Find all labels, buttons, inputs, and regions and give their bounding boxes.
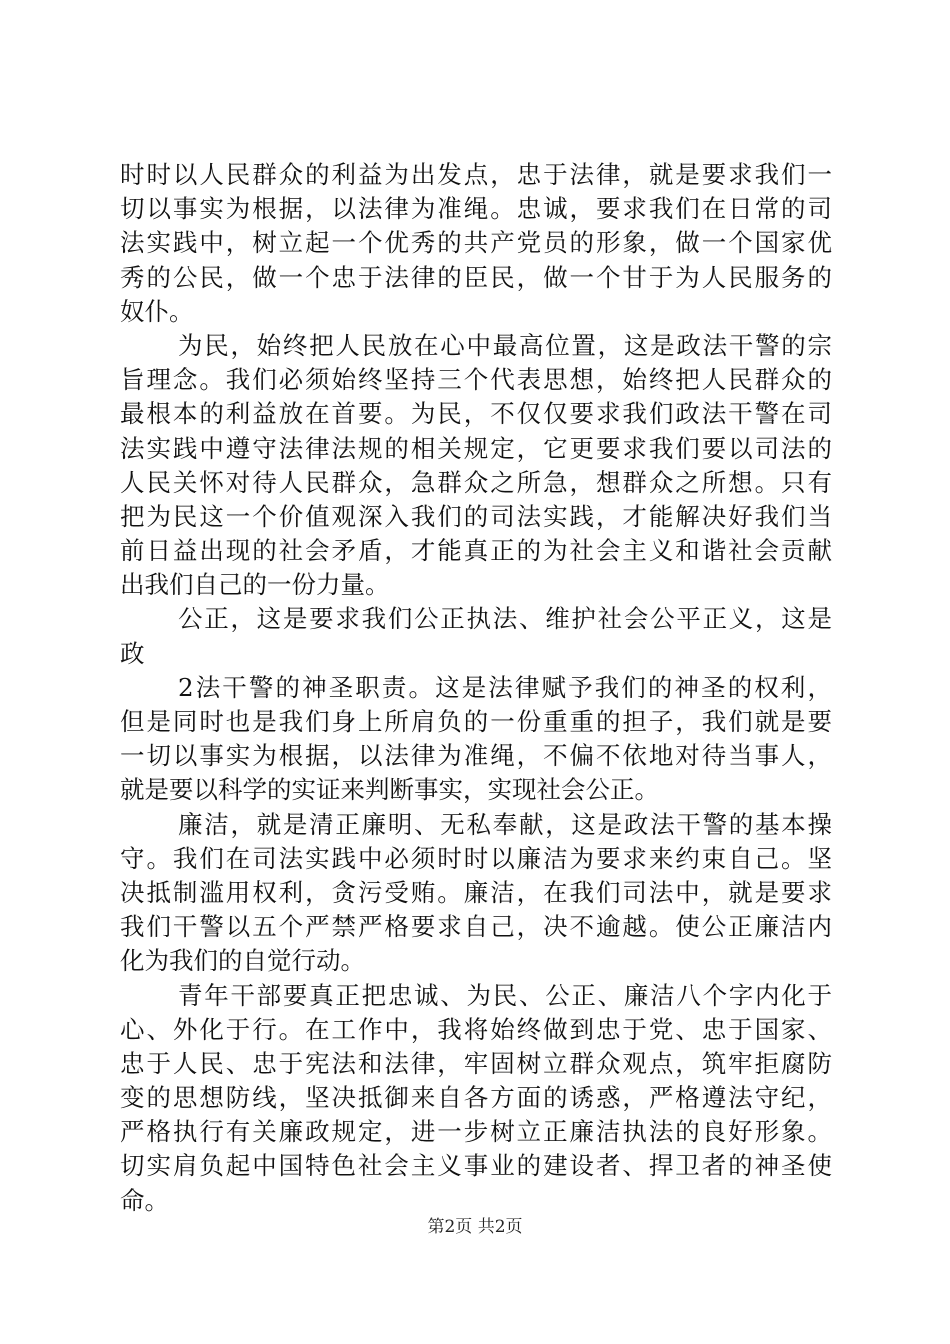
text-line: 变的思想防线，坚决抵御来自各方面的诱惑，严格遵法守纪， — [120, 1083, 832, 1113]
text-line: 法实践中，树立起一个优秀的共产党员的形象，做一个国家优 — [120, 228, 832, 258]
text-line: 人民关怀对待人民群众，急群众之所急，想群众之所想。只有 — [120, 467, 832, 497]
text-line: 我们干警以五个严禁严格要求自己，决不逾越。使公正廉洁内 — [120, 912, 832, 942]
text-line: 命。 — [120, 1185, 169, 1215]
text-line: 法实践中遵守法律法规的相关规定，它更要求我们要以司法的 — [120, 433, 832, 463]
text-line: 心、外化于行。在工作中，我将始终做到忠于党、忠于国家、 — [120, 1014, 832, 1044]
text-line: 守。我们在司法实践中必须时时以廉洁为要求来约束自己。坚 — [120, 843, 832, 873]
text-line: 把为民这一个价值观深入我们的司法实践，才能解决好我们当 — [120, 501, 832, 531]
text-line: 切实肩负起中国特色社会主义事业的建设者、捍卫者的神圣使 — [120, 1151, 832, 1181]
text-line: 时时以人民群众的利益为出发点，忠于法律，就是要求我们一 — [120, 160, 832, 189]
text-line: 旨理念。我们必须始终坚持三个代表思想，始终把人民群众的 — [120, 365, 832, 395]
text-line: 严格执行有关廉政规定，进一步树立正廉洁执法的良好形象。 — [120, 1117, 832, 1147]
text-line: 切以事实为根据，以法律为准绳。忠诚，要求我们在日常的司 — [120, 194, 832, 224]
text-line: 出我们自己的一份力量。 — [120, 570, 390, 600]
text-line: 就是要以科学的实证来判断事实，实现社会公正。 — [120, 775, 659, 805]
text-line: 公正，这是要求我们公正执法、维护社会公平正义，这是 — [178, 604, 832, 634]
text-line: 2法干警的神圣职责。这是法律赋予我们的神圣的权利， — [178, 672, 832, 702]
text-line: 青年干部要真正把忠诚、为民、公正、廉洁八个字内化于 — [178, 980, 832, 1010]
text-line: 廉洁，就是清正廉明、无私奉献，这是政法干警的基本操 — [178, 809, 832, 839]
text-line: 决抵制滥用权利，贪污受贿。廉洁，在我们司法中，就是要求 — [120, 877, 832, 907]
text-line: 一切以事实为根据，以法律为准绳，不偏不依地对待当事人， — [120, 741, 832, 771]
text-line: 为民，始终把人民放在心中最高位置，这是政法干警的宗 — [178, 330, 832, 360]
text-line: 忠于人民、忠于宪法和法律，牢固树立群众观点，筑牢拒腐防 — [120, 1048, 832, 1078]
text-line: 最根本的利益放在首要。为民，不仅仅要求我们政法干警在司 — [120, 399, 832, 429]
text-line: 奴仆。 — [120, 296, 194, 326]
text-line: 但是同时也是我们身上所肩负的一份重重的担子，我们就是要 — [120, 707, 832, 736]
text-line: 化为我们的自觉行动。 — [120, 946, 365, 976]
text-line: 政 — [120, 638, 145, 668]
page-footer: 第2页 共2页 — [427, 1217, 523, 1237]
document-body — [120, 158, 832, 1218]
text-line: 秀的公民，做一个忠于法律的臣民，做一个甘于为人民服务的 — [120, 262, 832, 292]
text-line: 前日益出现的社会矛盾，才能真正的为社会主义和谐社会贡献 — [120, 536, 832, 566]
